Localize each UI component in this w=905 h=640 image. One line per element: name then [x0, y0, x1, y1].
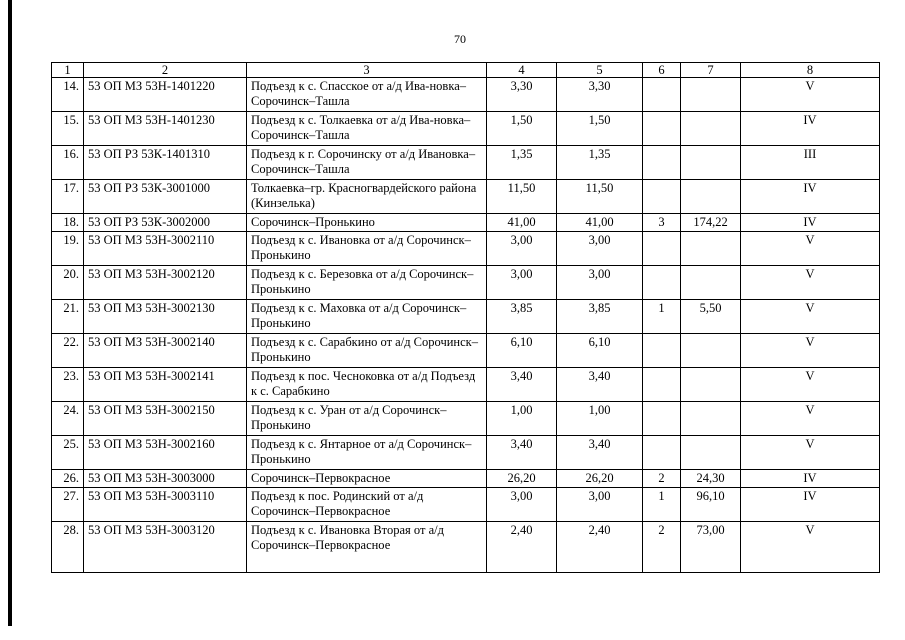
col7-value-cell: 174,22: [681, 214, 741, 232]
road-name-cell: Подъезд к с. Ивановка Вторая от а/д Сорочинск–Первокрасное: [247, 522, 487, 573]
col6-value-cell: [643, 78, 681, 112]
category-cell: V: [741, 78, 880, 112]
road-name-cell: Подъезд к пос. Чесноковка от а/д Подъезд к с. Сарабкино: [247, 368, 487, 402]
col6-value-cell: [643, 232, 681, 266]
col7-value-cell: 73,00: [681, 522, 741, 573]
road-name-cell: Сорочинск–Первокрасное: [247, 470, 487, 488]
row-number-cell: 14.: [52, 78, 84, 112]
header-col-4: 4: [487, 63, 557, 78]
row-number-cell: 26.: [52, 470, 84, 488]
category-cell: V: [741, 436, 880, 470]
road-code-cell: 53 ОП МЗ 53Н-1401220: [84, 78, 247, 112]
col6-value-cell: 2: [643, 522, 681, 573]
col4-value-cell: 3,40: [487, 368, 557, 402]
category-cell: V: [741, 232, 880, 266]
col4-value-cell: 3,00: [487, 266, 557, 300]
col7-value-cell: [681, 78, 741, 112]
table-row: [52, 402, 880, 436]
col5-value-cell: 26,20: [557, 470, 643, 488]
road-code-cell: 53 ОП МЗ 53Н-3002140: [84, 334, 247, 368]
col4-value-cell: 41,00: [487, 214, 557, 232]
col7-value-cell: [681, 232, 741, 266]
header-col-3: 3: [247, 63, 487, 78]
table-row: [52, 266, 880, 300]
table-row: [52, 522, 880, 573]
road-code-cell: 53 ОП МЗ 53Н-3003120: [84, 522, 247, 573]
category-cell: V: [741, 266, 880, 300]
header-col-8: 8: [741, 63, 880, 78]
road-name-cell: Подъезд к г. Сорочинску от а/д Ивановка–Сорочинск–Ташла: [247, 146, 487, 180]
road-name-cell: Сорочинск–Пронькино: [247, 214, 487, 232]
col7-value-cell: 24,30: [681, 470, 741, 488]
table-row: [52, 112, 880, 146]
row-number-cell: 23.: [52, 368, 84, 402]
col5-value-cell: 1,00: [557, 402, 643, 436]
col5-value-cell: 1,35: [557, 146, 643, 180]
row-number-cell: 17.: [52, 180, 84, 214]
col4-value-cell: 6,10: [487, 334, 557, 368]
table-header-row: [52, 63, 880, 78]
col7-value-cell: [681, 112, 741, 146]
road-name-cell: Подъезд к с. Янтарное от а/д Сорочинск–Пронькино: [247, 436, 487, 470]
col7-value-cell: [681, 180, 741, 214]
col5-value-cell: 3,30: [557, 78, 643, 112]
row-number-cell: 22.: [52, 334, 84, 368]
category-cell: V: [741, 334, 880, 368]
col5-value-cell: 3,40: [557, 368, 643, 402]
table-row: [52, 146, 880, 180]
col5-value-cell: 3,85: [557, 300, 643, 334]
col5-value-cell: 6,10: [557, 334, 643, 368]
road-name-cell: Подъезд к с. Березовка от а/д Сорочинск–Пронькино: [247, 266, 487, 300]
header-col-7: 7: [681, 63, 741, 78]
row-number-cell: 28.: [52, 522, 84, 573]
col7-value-cell: 5,50: [681, 300, 741, 334]
road-code-cell: 53 ОП РЗ 53К-1401310: [84, 146, 247, 180]
page-number: 70: [454, 32, 466, 46]
col6-value-cell: 1: [643, 300, 681, 334]
category-cell: V: [741, 402, 880, 436]
col4-value-cell: 3,00: [487, 488, 557, 522]
road-code-cell: 53 ОП МЗ 53Н-3003110: [84, 488, 247, 522]
col6-value-cell: 1: [643, 488, 681, 522]
category-cell: IV: [741, 488, 880, 522]
road-code-cell: 53 ОП МЗ 53Н-3002160: [84, 436, 247, 470]
col5-value-cell: 3,00: [557, 488, 643, 522]
col5-value-cell: 1,50: [557, 112, 643, 146]
category-cell: IV: [741, 214, 880, 232]
road-code-cell: 53 ОП МЗ 53Н-3002150: [84, 402, 247, 436]
col6-value-cell: 3: [643, 214, 681, 232]
col4-value-cell: 1,00: [487, 402, 557, 436]
row-number-cell: 27.: [52, 488, 84, 522]
row-number-cell: 25.: [52, 436, 84, 470]
table-row: [52, 436, 880, 470]
col7-value-cell: [681, 436, 741, 470]
table-row: [52, 470, 880, 488]
col7-value-cell: [681, 402, 741, 436]
table-row: [52, 368, 880, 402]
category-cell: IV: [741, 180, 880, 214]
row-number-cell: 21.: [52, 300, 84, 334]
col7-value-cell: [681, 368, 741, 402]
road-name-cell: Подъезд к с. Уран от а/д Сорочинск– Пронькино: [247, 402, 487, 436]
header-col-6: 6: [643, 63, 681, 78]
category-cell: V: [741, 300, 880, 334]
table-row: [52, 180, 880, 214]
col4-value-cell: 1,35: [487, 146, 557, 180]
road-name-cell: Подъезд к с. Маховка от а/д Сорочинск–Пронькино: [247, 300, 487, 334]
category-cell: V: [741, 368, 880, 402]
table-row: [52, 300, 880, 334]
header-col-5: 5: [557, 63, 643, 78]
col4-value-cell: 26,20: [487, 470, 557, 488]
road-name-cell: Подъезд к с. Ивановка от а/д Сорочинск–Пронькино: [247, 232, 487, 266]
col7-value-cell: [681, 334, 741, 368]
row-number-cell: 19.: [52, 232, 84, 266]
col5-value-cell: 3,00: [557, 266, 643, 300]
row-number-cell: 18.: [52, 214, 84, 232]
road-name-cell: Подъезд к пос. Родинский от а/д Сорочинск–Первокрасное: [247, 488, 487, 522]
col5-value-cell: 3,00: [557, 232, 643, 266]
table-row: [52, 78, 880, 112]
header-col-2: 2: [84, 63, 247, 78]
col6-value-cell: [643, 266, 681, 300]
col6-value-cell: [643, 436, 681, 470]
table-row: [52, 214, 880, 232]
row-number-cell: 24.: [52, 402, 84, 436]
col7-value-cell: [681, 266, 741, 300]
category-cell: V: [741, 522, 880, 573]
header-col-1: 1: [52, 63, 84, 78]
row-number-cell: 15.: [52, 112, 84, 146]
category-cell: IV: [741, 470, 880, 488]
col4-value-cell: 2,40: [487, 522, 557, 573]
road-name-cell: Толкаевка–гр. Красногвардейского района (Кинзелька): [247, 180, 487, 214]
table-row: [52, 232, 880, 266]
road-code-cell: 53 ОП МЗ 53Н-1401230: [84, 112, 247, 146]
road-code-cell: 53 ОП РЗ 53К-3001000: [84, 180, 247, 214]
col6-value-cell: [643, 334, 681, 368]
col7-value-cell: 96,10: [681, 488, 741, 522]
road-code-cell: 53 ОП МЗ 53Н-3002130: [84, 300, 247, 334]
col6-value-cell: [643, 180, 681, 214]
road-code-cell: 53 ОП РЗ 53К-3002000: [84, 214, 247, 232]
road-name-cell: Подъезд к с. Спасское от а/д Ива-новка–Сорочинск–Ташла: [247, 78, 487, 112]
table-row: [52, 488, 880, 522]
road-name-cell: Подъезд к с. Толкаевка от а/д Ива-новка–Сорочинск–Ташла: [247, 112, 487, 146]
col4-value-cell: 3,40: [487, 436, 557, 470]
left-margin-bar: [8, 0, 12, 626]
col5-value-cell: 11,50: [557, 180, 643, 214]
col4-value-cell: 3,30: [487, 78, 557, 112]
roads-table: [51, 62, 880, 573]
table-row: [52, 334, 880, 368]
col4-value-cell: 1,50: [487, 112, 557, 146]
category-cell: IV: [741, 112, 880, 146]
road-code-cell: 53 ОП МЗ 53Н-3002110: [84, 232, 247, 266]
road-code-cell: 53 ОП МЗ 53Н-3002120: [84, 266, 247, 300]
col6-value-cell: [643, 146, 681, 180]
col6-value-cell: 2: [643, 470, 681, 488]
col6-value-cell: [643, 402, 681, 436]
road-name-cell: Подъезд к с. Сарабкино от а/д Сорочинск–Пронькино: [247, 334, 487, 368]
road-code-cell: 53 ОП МЗ 53Н-3003000: [84, 470, 247, 488]
col5-value-cell: 41,00: [557, 214, 643, 232]
road-code-cell: 53 ОП МЗ 53Н-3002141: [84, 368, 247, 402]
col5-value-cell: 2,40: [557, 522, 643, 573]
row-number-cell: 16.: [52, 146, 84, 180]
col4-value-cell: 3,00: [487, 232, 557, 266]
col4-value-cell: 3,85: [487, 300, 557, 334]
col5-value-cell: 3,40: [557, 436, 643, 470]
col7-value-cell: [681, 146, 741, 180]
col6-value-cell: [643, 368, 681, 402]
category-cell: III: [741, 146, 880, 180]
row-number-cell: 20.: [52, 266, 84, 300]
col4-value-cell: 11,50: [487, 180, 557, 214]
col6-value-cell: [643, 112, 681, 146]
